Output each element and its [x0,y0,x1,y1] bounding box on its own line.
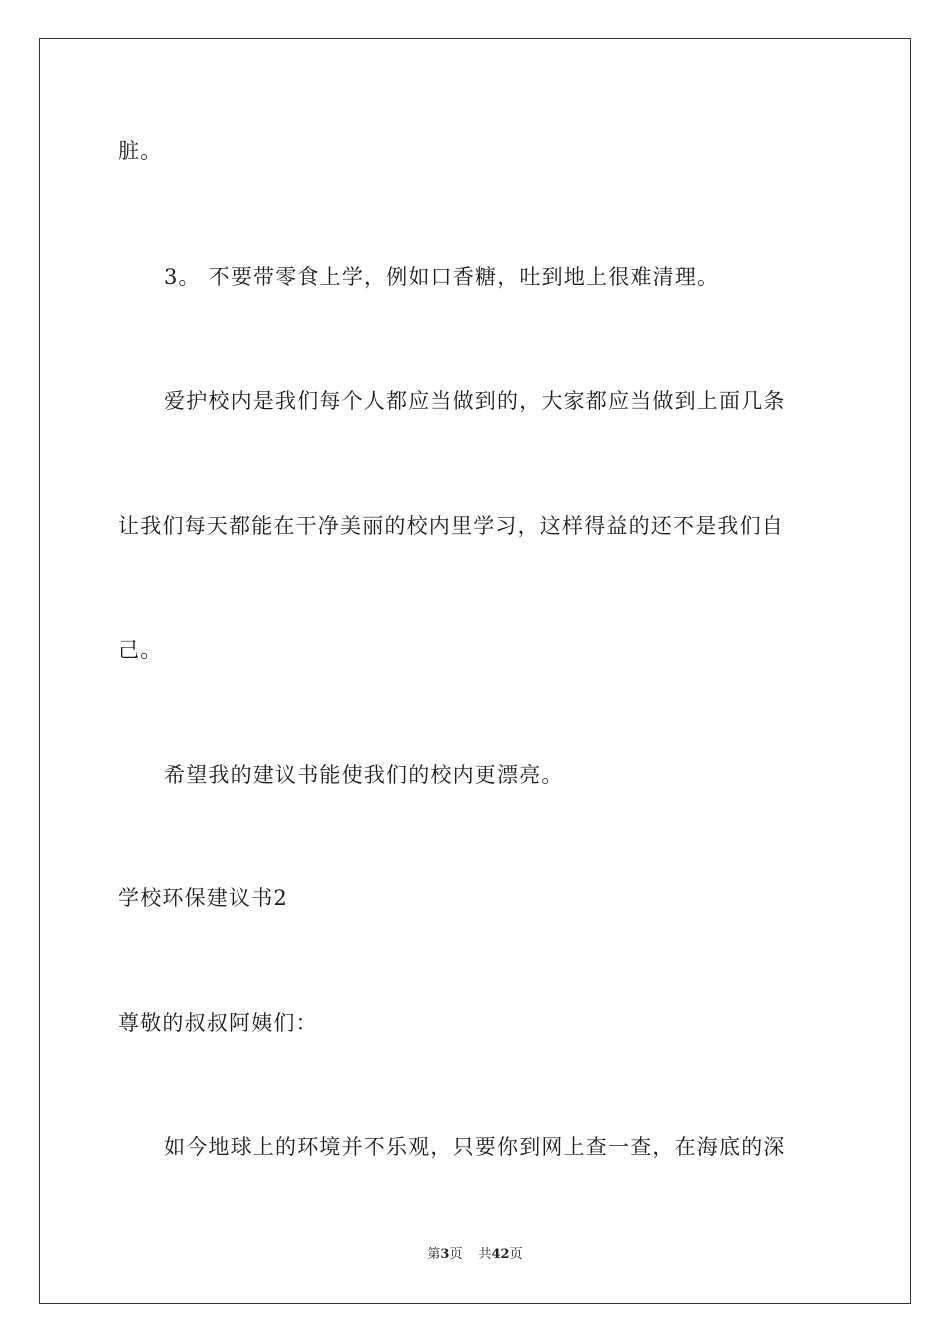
total-pages: 42 [491,1247,510,1262]
paragraph-line: 爱护校内是我们每个人都应当做到的，大家都应当做到上面几条 [164,389,786,413]
page-prefix: 第 [427,1247,441,1262]
paragraph-line: 希望我的建议书能使我们的校内更漂亮。 [164,763,564,787]
section-heading: 学校环保建议书2 [118,886,288,910]
page-suffix: 页 [449,1247,463,1262]
paragraph-line: 如今地球上的环境并不乐观，只要你到网上查一查，在海底的深 [164,1135,786,1159]
salutation: 尊敬的叔叔阿姨们： [118,1011,318,1035]
paragraph-line: 脏。 [118,139,163,163]
total-prefix: 共 [478,1247,492,1262]
total-suffix: 页 [509,1247,523,1262]
page-footer [0,1246,950,1264]
page-number: 3 [440,1247,450,1262]
paragraph-line: 3。 不要带零食上学，例如口香糖，吐到地上很难清理。 [164,265,720,289]
page-border [39,38,911,1304]
paragraph-line: 让我们每天都能在干净美丽的校内里学习，这样得益的还不是我们自 [118,514,784,538]
paragraph-line: 己。 [118,638,163,662]
